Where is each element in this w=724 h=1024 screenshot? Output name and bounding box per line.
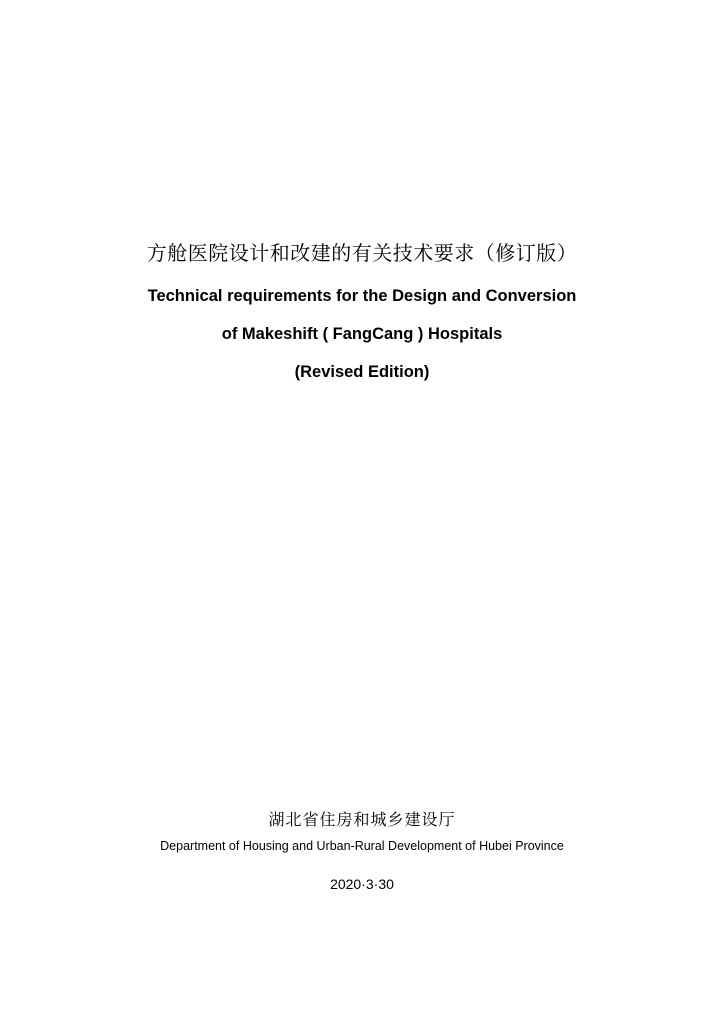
title-english-line-1: Technical requirements for the Design and Conversion bbox=[147, 287, 577, 305]
title-chinese: 方舱医院设计和改建的有关技术要求（修订版） bbox=[146, 241, 578, 265]
issuer-chinese: 湖北省住房和城乡建设厅 bbox=[268, 810, 456, 829]
title-english-line-3: (Revised Edition) bbox=[294, 363, 430, 381]
title-english-line-2: of Makeshift ( FangCang ) Hospitals bbox=[221, 325, 503, 343]
issuer-english: Department of Housing and Urban-Rural Development of Hubei Province bbox=[160, 839, 564, 853]
issue-date: 2020·3·30 bbox=[330, 876, 394, 892]
